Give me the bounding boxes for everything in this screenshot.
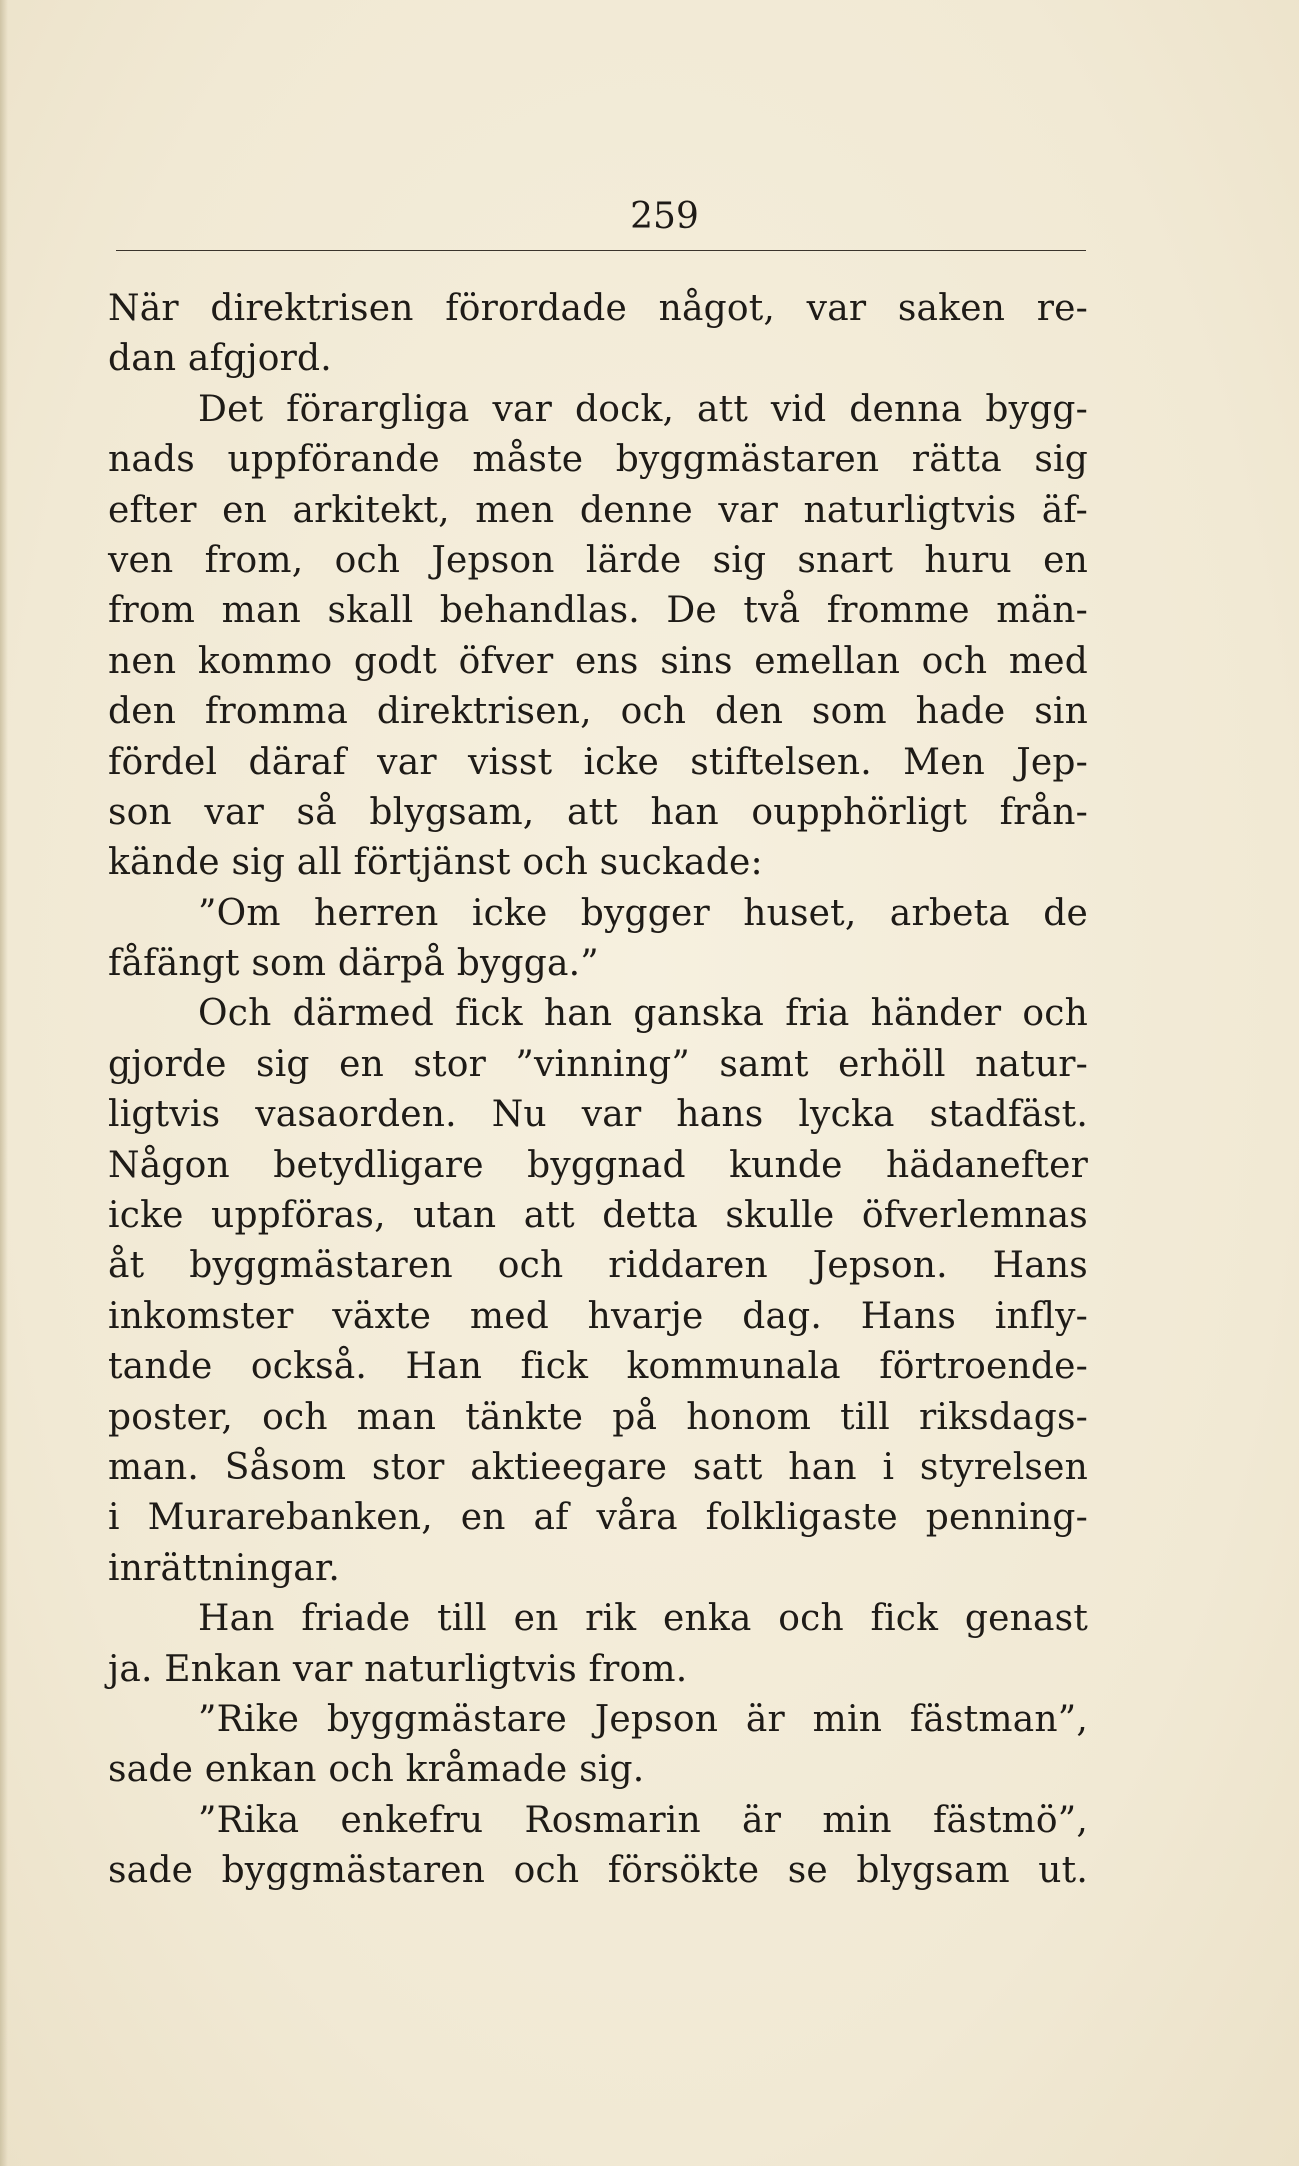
text-line: kände sig all förtjänst och suckade:: [108, 842, 763, 884]
text-line: Någon betydligare byggnad kunde hädanefter: [108, 1144, 1088, 1186]
text-line: dan afgjord.: [108, 338, 332, 380]
text-line: nads uppförande måste byggmästaren rätta sig: [108, 439, 1088, 481]
text-line: ja. Enkan var naturligtvis from.: [108, 1648, 688, 1690]
text-line: nen kommo godt öfver ens sins emellan och med: [108, 640, 1088, 682]
text-line: efter en arkitekt, men denne var naturligtvis äf-: [108, 489, 1088, 531]
page-number: 259: [630, 196, 699, 237]
text-line: ”Om herren icke bygger huset, arbeta de: [198, 892, 1088, 934]
text-line: poster, och man tänkte på honom till riksdags-: [108, 1396, 1088, 1438]
text-line: tande också. Han fick kommunala förtroende-: [108, 1346, 1088, 1388]
text-line: ”Rike byggmästare Jepson är min fästman”,: [198, 1698, 1088, 1740]
text-line: man. Såsom stor aktieegare satt han i styrelsen: [108, 1446, 1088, 1488]
page-edge-shadow: [0, 0, 8, 2166]
header-rule: [116, 250, 1086, 251]
text-line: gjorde sig en stor ”vinning” samt erhöll natur-: [108, 1043, 1088, 1085]
text-line: i Murarebanken, en af våra folkligaste penning-: [108, 1497, 1088, 1539]
text-line: Och därmed fick han ganska fria händer och: [198, 993, 1088, 1035]
text-line: När direktrisen förordade något, var saken re-: [108, 288, 1088, 329]
text-line: ven from, och Jepson lärde sig snart huru en: [108, 539, 1088, 581]
text-line: ligtvis vasaorden. Nu var hans lycka stadfäst.: [108, 1094, 1088, 1136]
text-line: ”Rika enkefru Rosmarin är min fästmö”,: [198, 1799, 1088, 1841]
text-line: sade byggmästaren och försökte se blygsam ut.: [108, 1850, 1088, 1892]
text-line: icke uppföras, utan att detta skulle öfverlemnas: [108, 1195, 1088, 1237]
text-line: inkomster växte med hvarje dag. Hans infly-: [108, 1295, 1088, 1337]
text-line: inrättningar.: [108, 1547, 340, 1589]
text-line: from man skall behandlas. De två fromme män-: [108, 590, 1088, 632]
text-line: Det förargliga var dock, att vid denna bygg-: [198, 388, 1088, 430]
text-line: fördel däraf var visst icke stiftelsen. Men Jep-: [108, 741, 1088, 783]
text-line: den fromma direktrisen, och den som hade sin: [108, 691, 1088, 733]
text-line: Han friade till en rik enka och fick genast: [198, 1598, 1088, 1640]
text-line: åt byggmästaren och riddaren Jepson. Hans: [108, 1245, 1088, 1287]
text-line: fåfängt som därpå bygga.”: [108, 943, 599, 985]
body-text: [108, 284, 1088, 1897]
text-line: son var så blygsam, att han oupphörligt från-: [108, 791, 1088, 833]
text-line: sade enkan och kråmade sig.: [108, 1749, 645, 1791]
